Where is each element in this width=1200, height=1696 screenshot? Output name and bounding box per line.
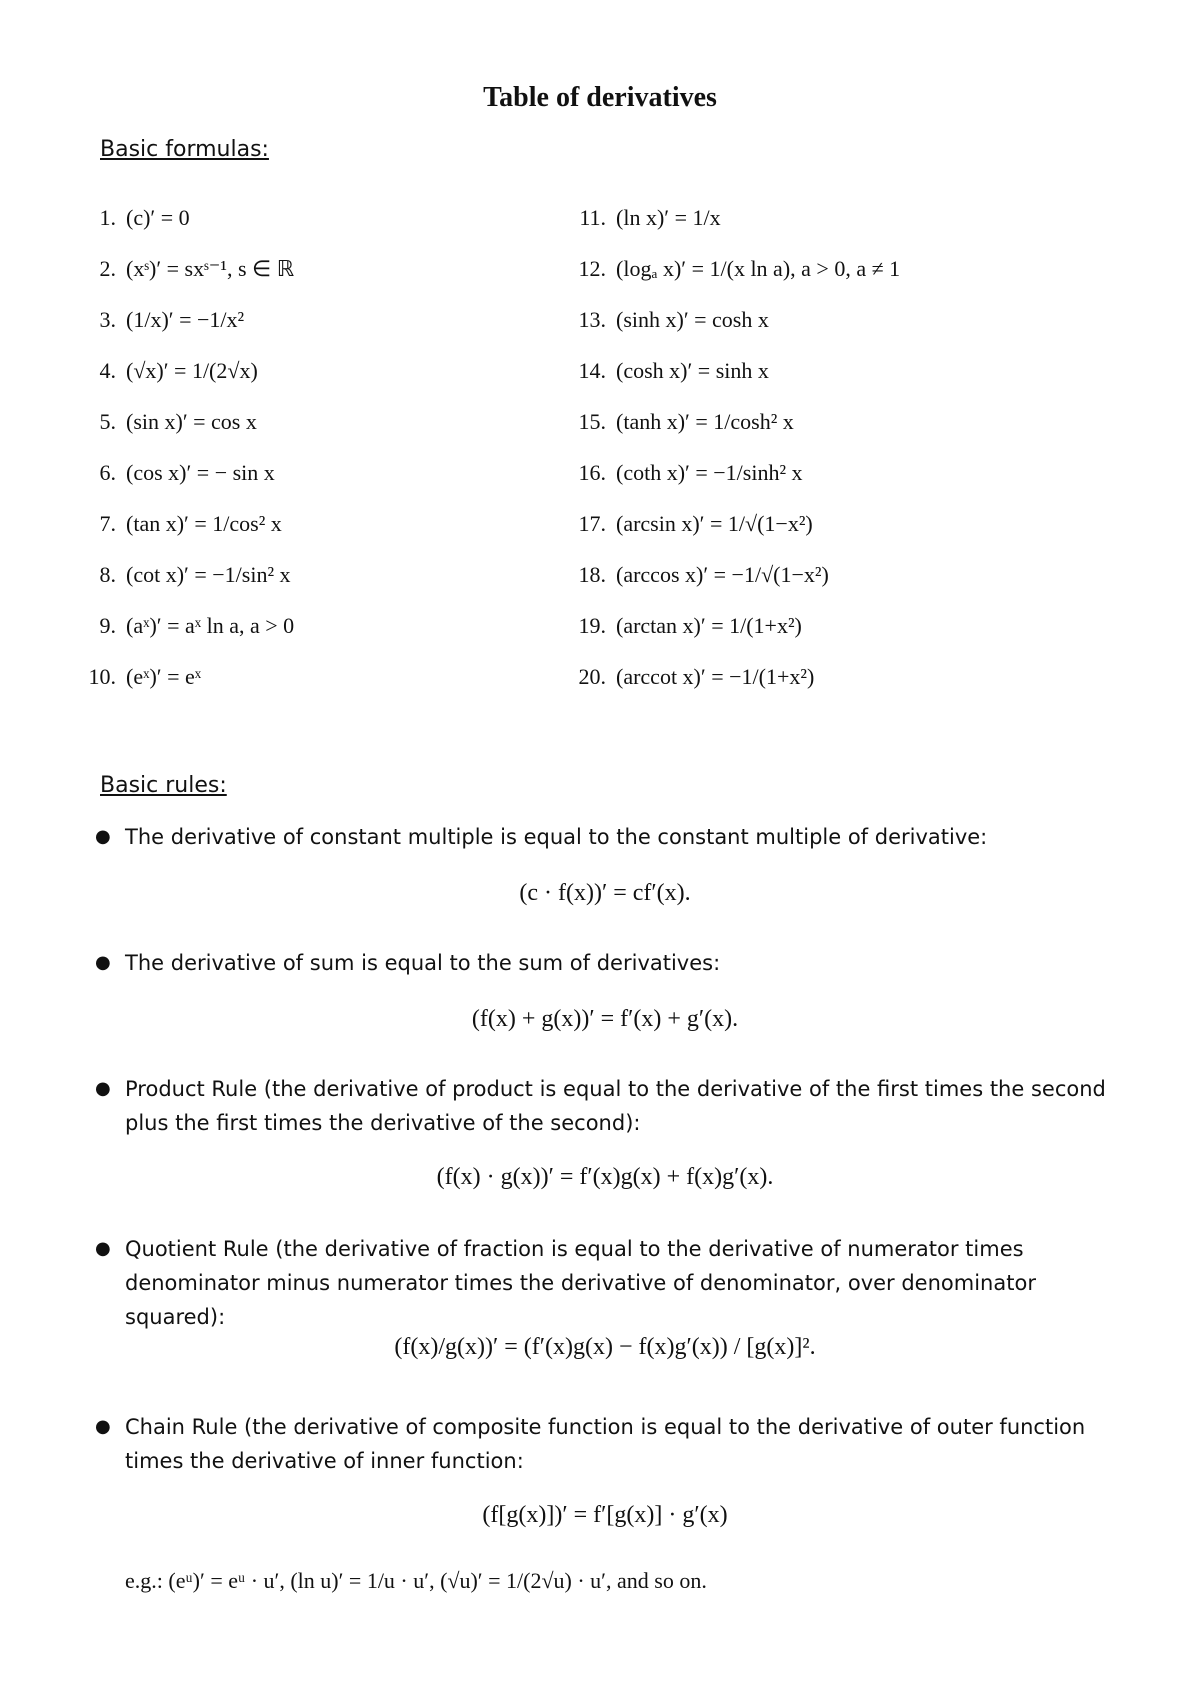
formula-expression: (cosh x)′ = sinh x — [616, 358, 769, 383]
page-title: Table of derivatives — [483, 82, 717, 113]
formula-expression: (arccot x)′ = −1/(1+x²) — [616, 664, 815, 689]
formula-expression: (arctan x)′ = 1/(1+x²) — [616, 613, 802, 638]
formula-expression: (sin x)′ = cos x — [126, 409, 257, 434]
formula-expression: (sinh x)′ = cosh x — [616, 307, 769, 332]
formula-number: 12. — [578, 256, 606, 281]
bullet-icon: ● — [95, 1238, 111, 1259]
chain-rule-examples: e.g.: (eᵘ)′ = eᵘ · u′, (ln u)′ = 1/u · u′, (√u)′ = 1/(2√u) · u′, and so on. — [125, 1568, 707, 1593]
formula-expression: (arcsin x)′ = 1/√(1−x²) — [616, 511, 813, 536]
formula-item — [560, 606, 802, 646]
formula-number: 8. — [99, 562, 116, 587]
bullet-icon: ● — [95, 1078, 111, 1099]
formula-list — [70, 198, 1130, 738]
formula-expression: (eˣ)′ = eˣ — [126, 664, 202, 689]
formula-item — [70, 606, 294, 646]
formula-expression: (c)′ = 0 — [126, 205, 190, 230]
formula-expression: (√x)′ = 1/(2√x) — [126, 358, 258, 383]
formula-item — [560, 249, 900, 289]
formula-number: 4. — [99, 358, 116, 383]
formula-expression: (coth x)′ = −1/sinh² x — [616, 460, 803, 485]
formula-item — [70, 198, 190, 238]
formula-expression: (ln x)′ = 1/x — [616, 205, 721, 230]
formula-item — [70, 657, 201, 697]
rule-formula: (f[g(x)])′ = f′[g(x)] · g′(x) — [482, 1502, 728, 1528]
formula-number: 20. — [578, 664, 606, 689]
rule-text: Chain Rule (the derivative of composite function is equal to the derivative of outer function times the derivative of inner function: — [125, 1415, 1086, 1473]
formula-number: 2. — [99, 256, 116, 281]
formula-number: 3. — [99, 307, 116, 332]
formula-number: 16. — [578, 460, 606, 485]
formula-expression: (tanh x)′ = 1/cosh² x — [616, 409, 794, 434]
bullet-icon: ● — [95, 826, 111, 847]
formula-number: 11. — [579, 205, 606, 230]
formula-number: 9. — [99, 613, 116, 638]
formula-number: 14. — [578, 358, 606, 383]
formula-expression: (tan x)′ = 1/cos² x — [126, 511, 282, 536]
rule-formula: (c · f(x))′ = cf′(x). — [519, 880, 691, 906]
formula-item — [70, 402, 257, 442]
formula-item — [70, 351, 258, 391]
formula-item — [70, 504, 282, 544]
formula-number: 15. — [578, 409, 606, 434]
formula-expression: (1/x)′ = −1/x² — [126, 307, 245, 332]
formula-expression: (arccos x)′ = −1/√(1−x²) — [616, 562, 829, 587]
rule-formula: (f(x)/g(x))′ = (f′(x)g(x) − f(x)g′(x)) / [g(x)]². — [394, 1334, 816, 1360]
formula-number: 17. — [578, 511, 606, 536]
basic-formulas-heading: Basic formulas: — [100, 137, 269, 162]
formula-item — [560, 300, 769, 340]
formula-item — [560, 351, 769, 391]
formula-item — [560, 198, 721, 238]
formula-item — [70, 300, 244, 340]
formula-number: 19. — [578, 613, 606, 638]
rule-text: Quotient Rule (the derivative of fraction is equal to the derivative of numerator times denominator minus numerator times the derivative of denominator, over denominator squared): — [125, 1237, 1036, 1329]
formula-item — [70, 555, 291, 595]
basic-rules-heading: Basic rules: — [100, 773, 227, 798]
formula-expression: (logₐ x)′ = 1/(x ln a), a > 0, a ≠ 1 — [616, 256, 901, 281]
formula-item — [560, 555, 829, 595]
bullet-icon: ● — [95, 1416, 111, 1437]
formula-number: 18. — [578, 562, 606, 587]
formula-number: 7. — [99, 511, 116, 536]
rule-text: Product Rule (the derivative of product is equal to the derivative of the first times the second plus the first times the derivative of the second): — [125, 1077, 1106, 1135]
formula-number: 6. — [99, 460, 116, 485]
rule-formula: (f(x) + g(x))′ = f′(x) + g′(x). — [471, 1006, 739, 1032]
formula-number: 13. — [578, 307, 606, 332]
formula-number: 5. — [99, 409, 116, 434]
formula-expression: (xˢ)′ = sxˢ⁻¹, s ∈ ℝ — [126, 256, 295, 281]
bullet-icon: ● — [95, 952, 111, 973]
formula-item — [560, 657, 814, 697]
formula-expression: (cos x)′ = − sin x — [126, 460, 275, 485]
formula-item — [560, 453, 803, 493]
formula-item — [70, 249, 294, 289]
formula-number: 1. — [99, 205, 116, 230]
formula-expression: (cot x)′ = −1/sin² x — [126, 562, 291, 587]
formula-item — [560, 402, 794, 442]
formula-item — [70, 453, 275, 493]
rule-text: The derivative of sum is equal to the sum of derivatives: — [125, 951, 721, 975]
formula-expression: (aˣ)′ = aˣ ln a, a > 0 — [126, 613, 295, 638]
rule-formula: (f(x) · g(x))′ = f′(x)g(x) + f(x)g′(x). — [436, 1164, 774, 1190]
rule-text: The derivative of constant multiple is equal to the constant multiple of derivative: — [125, 825, 988, 849]
formula-item — [560, 504, 813, 544]
formula-number: 10. — [88, 664, 116, 689]
